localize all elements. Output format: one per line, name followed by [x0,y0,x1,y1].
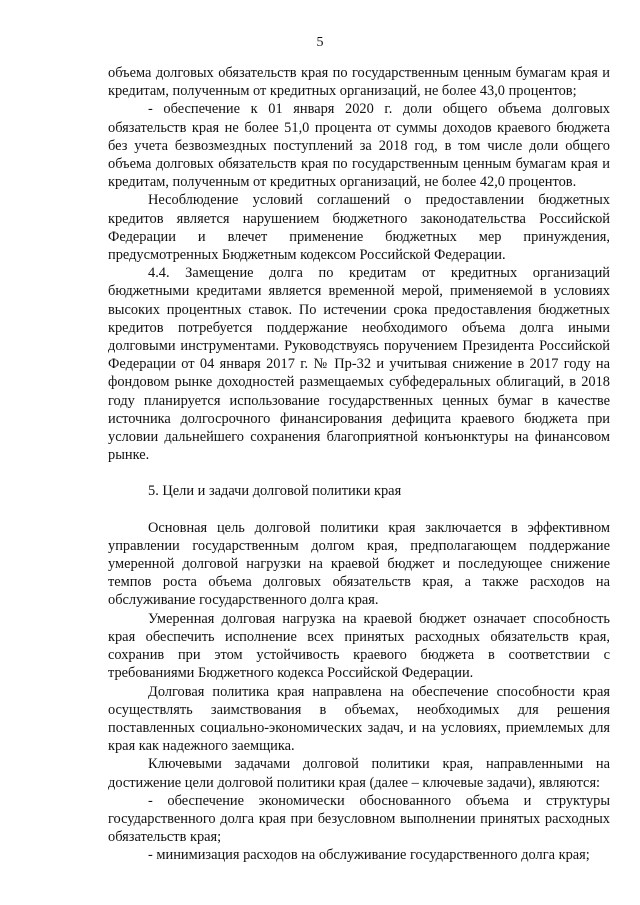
page-number: 5 [316,35,324,50]
paragraph-task-volume: - обеспечение экономически обоснованного объема и структуры государственного долга края при безусловном выполнении принятых расходных обязательств края; [108,792,610,846]
paragraph-4-4: 4.4. Замещение долга по кредитам от кредитных организаций бюджетными кредитами является временной мерой, применяемой в условиях высоких процентных ставок. По истечении срока предоставления бюджетных кредитов потребуется поддержание необходимого объема долга иными долговыми инструментами. Руководствуясь поручением Президента Российской Федерации от 04 января 2017 г. № Пр-32 и учитывая снижение в 2017 году на фондовом рынке доходностей размещаемых субфедеральных облигаций, в 2018 году планируется использование государственных ценных бумаг в качестве источника долгосрочного финансирования дефицита краевого бюджета при условии дальнейшего сохранения благоприятной конъюнктуры на финансовом рынке. [108,265,610,464]
document-body [108,64,610,865]
section-heading: 5. Цели и задачи долговой политики края [148,483,402,500]
paragraph-continued: объема долговых обязательств края по государственным ценным бумагам края и кредитам, полученным от кредитных организаций, не более 43,0 процентов; [108,65,610,100]
paragraph-bullet-2020: - обеспечение к 01 января 2020 г. доли общего объема долговых обязательств края не более 51,0 процента от суммы доходов краевого бюджета без учета безвозмездных поступлений за 2018 год, в том числе доли общего объема долговых обязательств края по государственным ценным бумагам края и кредитам, полученным от кредитных организаций, не более 42,0 процентов. [108,101,610,191]
paragraph-moderate-load: Умеренная долговая нагрузка на краевой бюджет означает способность края обеспечить исполнение всех принятых расходных обязательств края, сохранив при этом устойчивость краевого бюджета в соответствии с требованиями Бюджетного кодекса Российской Федерации. [108,610,610,682]
paragraph-task-costs: - минимизация расходов на обслуживание государственного долга края; [148,847,590,864]
paragraph-noncompliance: Несоблюдение условий соглашений о предоставлении бюджетных кредитов является нарушением бюджетного законодательства Российской Федерации и влечет применение бюджетных мер принуждения, предусмотренных Бюджетным кодексом Российской Федерации. [108,192,610,264]
paragraph-main-goal: Основная цель долговой политики края заключается в эффективном управлении государственным долгом края, предполагающем поддержание умеренной долговой нагрузки на краевой бюджет и последующее снижение темпов роста объема долговых обязательств края, а также расходов на обслуживание государственного долга края. [108,519,610,609]
paragraph-key-tasks: Ключевыми задачами долговой политики края, направленными на достижение цели долговой политики края (далее – ключевые задачи), являются: [108,756,610,791]
paragraph-borrowing: Долговая политика края направлена на обеспечение способности края осуществлять заимствования в объемах, необходимых для решения поставленных социально-экономических задач, и на условиях, приемлемых для края как надежного заемщика. [108,683,610,755]
